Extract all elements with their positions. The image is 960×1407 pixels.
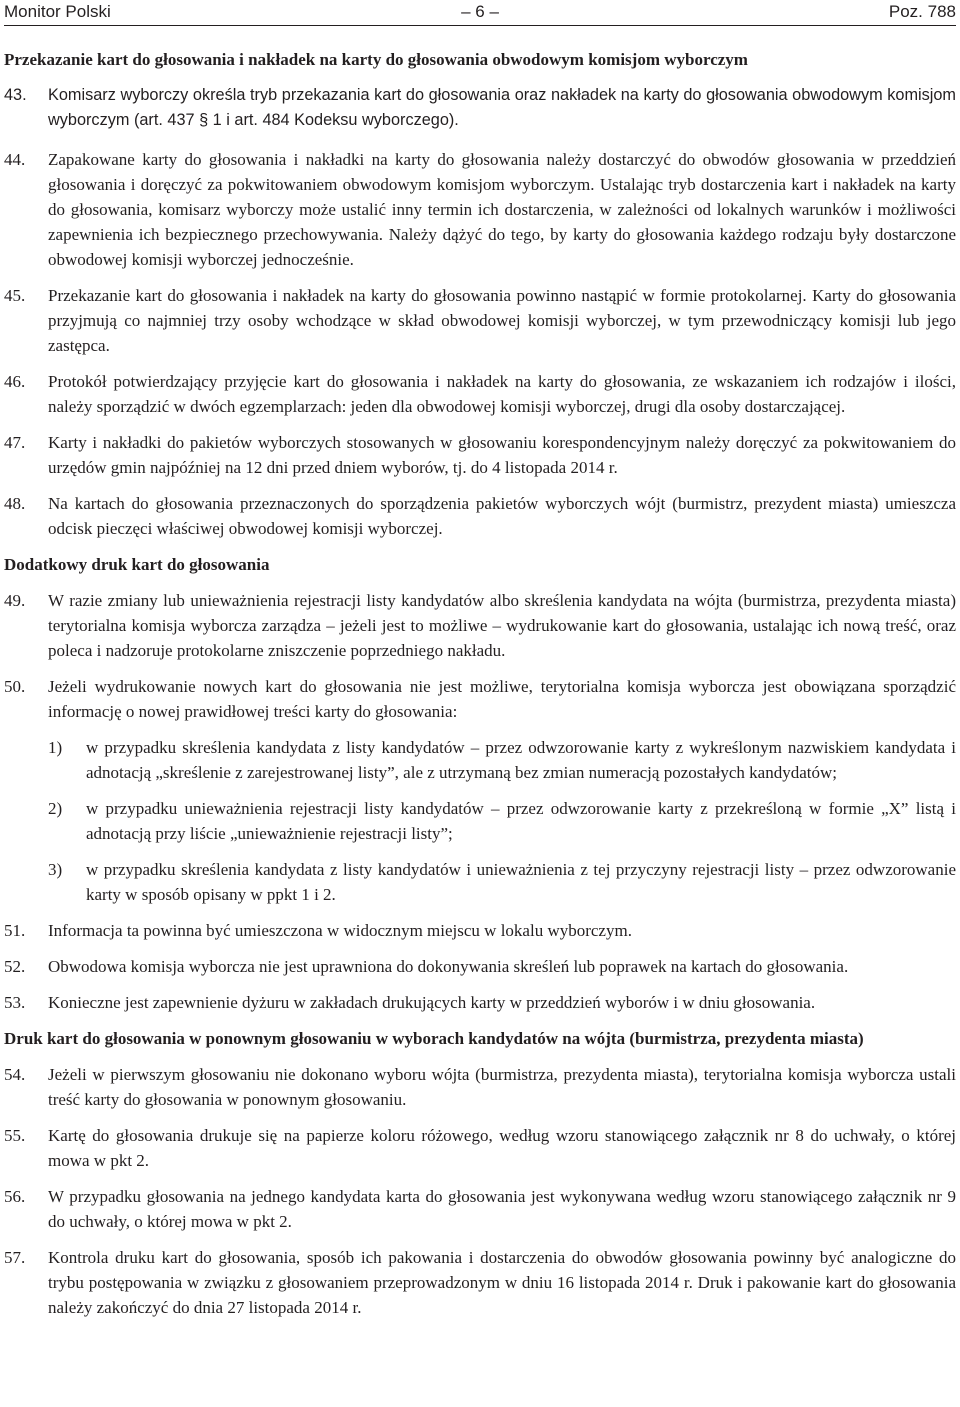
paragraph-text: W przypadku głosowania na jednego kandydata karta do głosowania jest wykonywana według wzoru stanowiącego załącznik nr 9 do uchwały, o której mowa w pkt 2.	[48, 1187, 956, 1231]
paragraph-text: Informacja ta powinna być umieszczona w widocznym miejscu w lokalu wyborczym.	[48, 921, 632, 940]
paragraph-number: 48.	[4, 494, 26, 513]
paragraph-text: Kontrola druku kart do głosowania, sposób ich pakowania i dostarczenia do obwodów głosowania powinny być analogiczne do trybu postępowania w związku z głosowaniem przeprowadzonym w dniu 16 listopada 2014 r. Druk i pakowanie kart do głosowania należy zakończyć do dnia 27 listopada 2014 r.	[48, 1248, 956, 1317]
section-heading-runoff-print: Druk kart do głosowania w ponownym głosowaniu w wyborach kandydatów na wójta (burmistrza, prezydenta miasta)	[4, 1029, 864, 1048]
paragraph-47	[4, 430, 956, 480]
paragraph-text: Obwodowa komisja wyborcza nie jest uprawniona do dokonywania skreśleń lub poprawek na kartach do głosowania.	[48, 957, 849, 976]
position-number: Poz. 788	[888, 2, 956, 21]
section-heading-transfer: Przekazanie kart do głosowania i nakładek na karty do głosowania obwodowym komisjom wyborczym	[4, 50, 748, 69]
paragraph-46	[4, 369, 956, 419]
paragraph-text: Protokół potwierdzający przyjęcie kart do głosowania i nakładek na karty do głosowania, ze wskazaniem ich rodzajów i ilości, należy sporządzić w dwóch egzemplarzach: jeden dla obwodowej komisji wyborczej, drugi dla osoby dostarczającej.	[48, 372, 956, 416]
paragraph-56	[4, 1184, 956, 1234]
subitem-text: w przypadku skreślenia kandydata z listy kandydatów – przez odwzorowanie karty z wykreślonym nazwiskiem kandydata i adnotacją „skreślenie z zarejestrowanej listy”, ale z utrzymaną bez zmian numeracją pozostałych kandydatów;	[86, 738, 956, 782]
paragraph-49	[4, 588, 956, 663]
paragraph-number: 56.	[4, 1187, 26, 1206]
paragraph-54	[4, 1062, 956, 1112]
paragraph-45	[4, 283, 956, 358]
paragraph-text: Zapakowane karty do głosowania i nakładki na karty do głosowania należy dostarczyć do obwodów głosowania w przeddzień głosowania i doręczyć za pokwitowaniem obwodowym komisjom wyborczym. Ustalając tryb dostarczenia kart i nakładek na karty do głosowania, komisarz wyborczy może ustalić inny termin ich dostarczenia, w zależności od lokalnych warunków i możliwości zapewnienia ich bezpiecznego przechowywania. Należy dążyć do tego, by karty do głosowania każdego rodzaju były dostarczone obwodowej komisji wyborczej jednocześnie.	[48, 150, 956, 269]
subitem-2	[4, 796, 956, 846]
subitem-number: 1)	[48, 738, 63, 757]
paragraph-number: 55.	[4, 1126, 26, 1145]
paragraph-44	[4, 147, 956, 272]
paragraph-text: Konieczne jest zapewnienie dyżuru w zakładach drukujących karty w przeddzień wyborów i w dniu głosowania.	[48, 993, 816, 1012]
subitem-text: w przypadku unieważnienia rejestracji listy kandydatów – przez odwzorowanie karty z przekreśloną w formie „X” listą i adnotacją przy liście „unieważnienie rejestracji listy”;	[86, 799, 956, 843]
paragraph-57	[4, 1245, 956, 1320]
paragraph-43	[4, 83, 956, 133]
subitem-text: w przypadku skreślenia kandydata z listy kandydatów i unieważnienia z tej przyczyny rejestracji listy – przez odwzorowanie karty w sposób opisany w ppkt 1 i 2.	[86, 860, 956, 904]
paragraph-text: Komisarz wyborczy określa tryb przekazania kart do głosowania oraz nakładek na karty do głosowania obwodowym komisjom wyborczym (art. 437 § 1 i art. 484 Kodeksu wyborczego).	[48, 86, 956, 129]
subitem-3	[4, 857, 956, 907]
paragraph-text: W razie zmiany lub unieważnienia rejestracji listy kandydatów albo skreślenia kandydata na wójta (burmistrza, prezydenta miasta) terytorialna komisja wyborcza zarządza – jeżeli jest to możliwe – wydrukowanie kart do głosowania, ustalając ich nową treść, oraz poleca i nadzoruje protokolarne zniszczenie poprzedniego nakładu.	[48, 591, 956, 660]
paragraph-number: 44.	[4, 150, 26, 169]
page-number: – 6 –	[461, 2, 499, 21]
journal-name: Monitor Polski	[4, 2, 111, 21]
paragraph-number: 51.	[4, 921, 26, 940]
paragraph-48	[4, 491, 956, 541]
paragraph-55	[4, 1123, 956, 1173]
paragraph-50	[4, 674, 956, 724]
paragraph-text: Jeżeli w pierwszym głosowaniu nie dokonano wyboru wójta (burmistrza, prezydenta miasta), terytorialna komisja wyborcza ustali treść karty do głosowania w ponownym głosowaniu.	[48, 1065, 956, 1109]
paragraph-text: Na kartach do głosowania przeznaczonych do sporządzenia pakietów wyborczych wójt (burmistrz, prezydent miasta) umieszcza odcisk pieczęci właściwej obwodowej komisji wyborczej.	[48, 494, 956, 538]
paragraph-number: 43.	[4, 86, 27, 104]
paragraph-number: 50.	[4, 677, 26, 696]
paragraph-text: Jeżeli wydrukowanie nowych kart do głosowania nie jest możliwe, terytorialna komisja wyborcza jest obowiązana sporządzić informację o nowej prawidłowej treści karty do głosowania:	[48, 677, 956, 721]
paragraph-text: Kartę do głosowania drukuje się na papierze koloru różowego, według wzoru stanowiącego załącznik nr 8 do uchwały, o której mowa w pkt 2.	[48, 1126, 956, 1170]
subitem-number: 2)	[48, 799, 63, 818]
paragraph-number: 57.	[4, 1248, 26, 1267]
paragraph-53	[4, 990, 956, 1015]
paragraph-text: Przekazanie kart do głosowania i nakładek na karty do głosowania powinno nastąpić w formie protokolarnej. Karty do głosowania przyjmują co najmniej trzy osoby wchodzące w skład obwodowej komisji wyborczej, w tym przewodniczący komisji lub jego zastępca.	[48, 286, 956, 355]
subitem-number: 3)	[48, 860, 63, 879]
paragraph-number: 52.	[4, 957, 26, 976]
paragraph-number: 46.	[4, 372, 26, 391]
paragraph-number: 53.	[4, 993, 26, 1012]
paragraph-number: 47.	[4, 433, 26, 452]
paragraph-number: 49.	[4, 591, 26, 610]
subitem-1	[4, 735, 956, 785]
running-header	[4, 0, 956, 26]
paragraph-number: 45.	[4, 286, 26, 305]
paragraph-text: Karty i nakładki do pakietów wyborczych stosowanych w głosowaniu korespondencyjnym należy doręczyć za pokwitowaniem do urzędów gmin najpóźniej na 12 dni przed dniem wyborów, tj. do 4 listopada 2014 r.	[48, 433, 956, 477]
paragraph-51	[4, 918, 956, 943]
paragraph-number: 54.	[4, 1065, 26, 1084]
section-heading-additional-print: Dodatkowy druk kart do głosowania	[4, 555, 270, 574]
paragraph-52	[4, 954, 956, 979]
